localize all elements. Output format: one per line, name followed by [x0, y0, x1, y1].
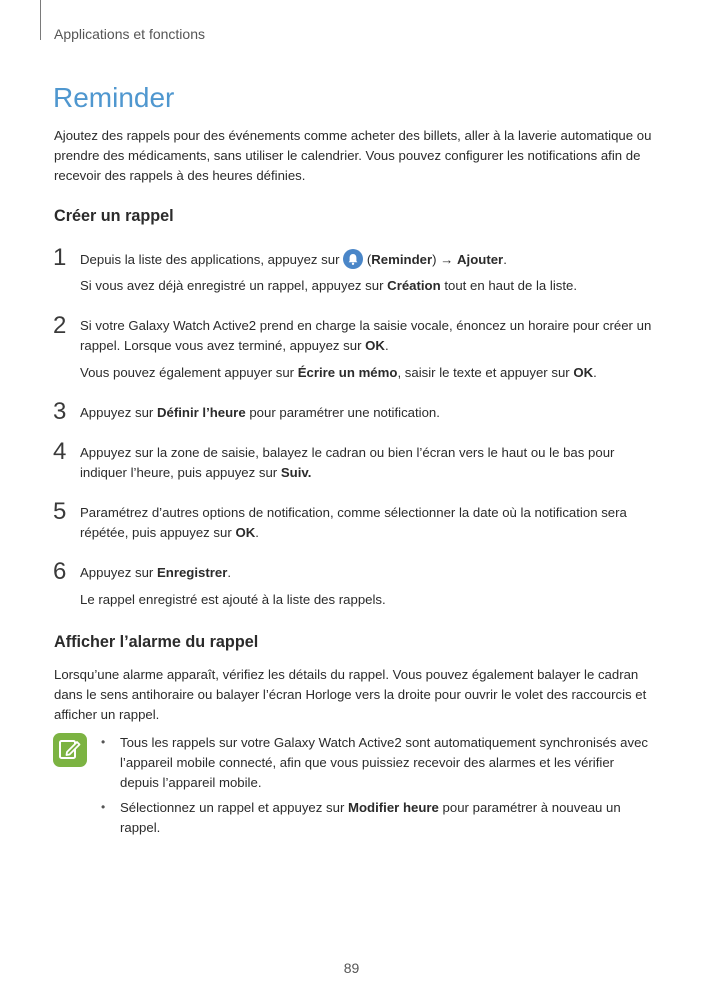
step-6-post: . [227, 565, 232, 580]
step-3-bold: Définir l’heure [156, 405, 246, 420]
step-2-sub-post: . [593, 365, 597, 380]
step-5-bold: OK [235, 525, 256, 540]
step-2-bold: OK [365, 338, 385, 353]
step-5-pre: Paramétrez d’autres options de notification, comme sélectionner la date où la notification sera répétée, puis appuyez sur [80, 505, 627, 540]
note-pencil-icon [53, 733, 87, 767]
step-5-post: . [255, 525, 259, 540]
running-header: Applications et fonctions [54, 26, 205, 42]
note-bullet-2-pre: Sélectionnez un rappel et appuyez sur [120, 800, 345, 815]
step-6-text [80, 563, 655, 583]
step-number-5: 5 [53, 498, 67, 525]
step-3-text [80, 403, 655, 423]
step-2-pre: Si votre Galaxy Watch Active2 prend en charge la saisie vocale, énoncez un horaire pour créer un rappel. Lorsque vous avez terminé, appuyez sur [80, 318, 652, 353]
step-1-pre: Depuis la liste des applications, appuyez sur [80, 252, 340, 267]
step-number-1: 1 [53, 244, 67, 271]
note-bullet-2-text [120, 798, 655, 838]
header-rule [40, 0, 41, 40]
step-2-sub-bold1: Écrire un mémo [297, 365, 398, 380]
step-4-text [80, 443, 655, 483]
step-number-2: 2 [53, 312, 67, 339]
step-3-post: pour paramétrer une notification. [249, 405, 440, 420]
step-1-paren-open: ( [366, 252, 372, 267]
step-5-text [80, 503, 655, 543]
step-1-paren-close: ) [432, 252, 437, 267]
step-number-6: 6 [53, 558, 67, 585]
reminder-app-icon [343, 249, 363, 269]
step-2-sub-pre: Vous pouvez également appuyer sur [80, 365, 295, 380]
step-1-sub-bold: Création [387, 278, 441, 293]
step-number-3: 3 [53, 398, 67, 425]
step-3-pre: Appuyez sur [80, 405, 154, 420]
alarm-paragraph: Lorsqu’une alarme apparaît, vérifiez les détails du rappel. Vous pouvez également balayer le cadran dans le sens antihoraire ou balayer l’écran Horloge vers la droite pour ouvrir le volet des raccourcis et afficher un rappel. [54, 667, 647, 722]
note-bullet-2: • [101, 800, 106, 814]
step-1-end: . [503, 252, 507, 267]
note-bullet-2-bold: Modifier heure [348, 800, 439, 815]
step-4-pre: Appuyez sur la zone de saisie, balayez le cadran ou bien l’écran vers le haut ou le bas pour indiquer l’heure, puis appuyez sur [80, 445, 615, 480]
step-1-arrow: → [440, 252, 454, 267]
note-bullet-2-post: pour paramétrer à nouveau un rappel. [120, 800, 621, 835]
note-bullet-1: • [101, 735, 106, 749]
step-number-4: 4 [53, 438, 67, 465]
step-2-text [80, 316, 655, 356]
step-6-pre: Appuyez sur [80, 565, 154, 580]
step-1-sub-post: tout en haut de la liste. [444, 278, 578, 293]
step-4-bold: Suiv. [280, 465, 312, 480]
step-1-ajouter: Ajouter [457, 252, 504, 267]
step-2-sub-mid: , saisir le texte et appuyer sur [397, 365, 570, 380]
intro-paragraph: Ajoutez des rappels pour des événements comme acheter des billets, aller à la laverie automatique ou prendre des médicaments, sans utiliser le calendrier. Vous pouvez configurer les notifications afin de recevoir des rappels à des heures définies. [54, 128, 652, 183]
page-title: Reminder [53, 82, 175, 113]
section-heading-create: Créer un rappel [54, 207, 174, 225]
step-2-sub-bold2: OK [573, 365, 594, 380]
step-6-subtext: Le rappel enregistré est ajouté à la liste des rappels. [80, 592, 386, 607]
step-6-bold: Enregistrer [156, 565, 228, 580]
step-1-reminder: Reminder [371, 252, 433, 267]
step-1-sub-pre: Si vous avez déjà enregistré un rappel, appuyez sur [80, 278, 384, 293]
step-1-subtext [80, 276, 655, 296]
step-2-post: . [384, 338, 389, 353]
step-2-subtext [80, 363, 655, 383]
note-bullet-1-text: Tous les rappels sur votre Galaxy Watch Active2 sont automatiquement synchronisés avec l’appareil mobile connecté, afin que vous puissiez recevoir des alarmes et les vérifier depuis l’appareil mobile. [120, 735, 648, 790]
section-heading-alarm: Afficher l’alarme du rappel [54, 633, 259, 651]
step-1-text [80, 249, 655, 270]
page-number: 89 [343, 960, 360, 976]
